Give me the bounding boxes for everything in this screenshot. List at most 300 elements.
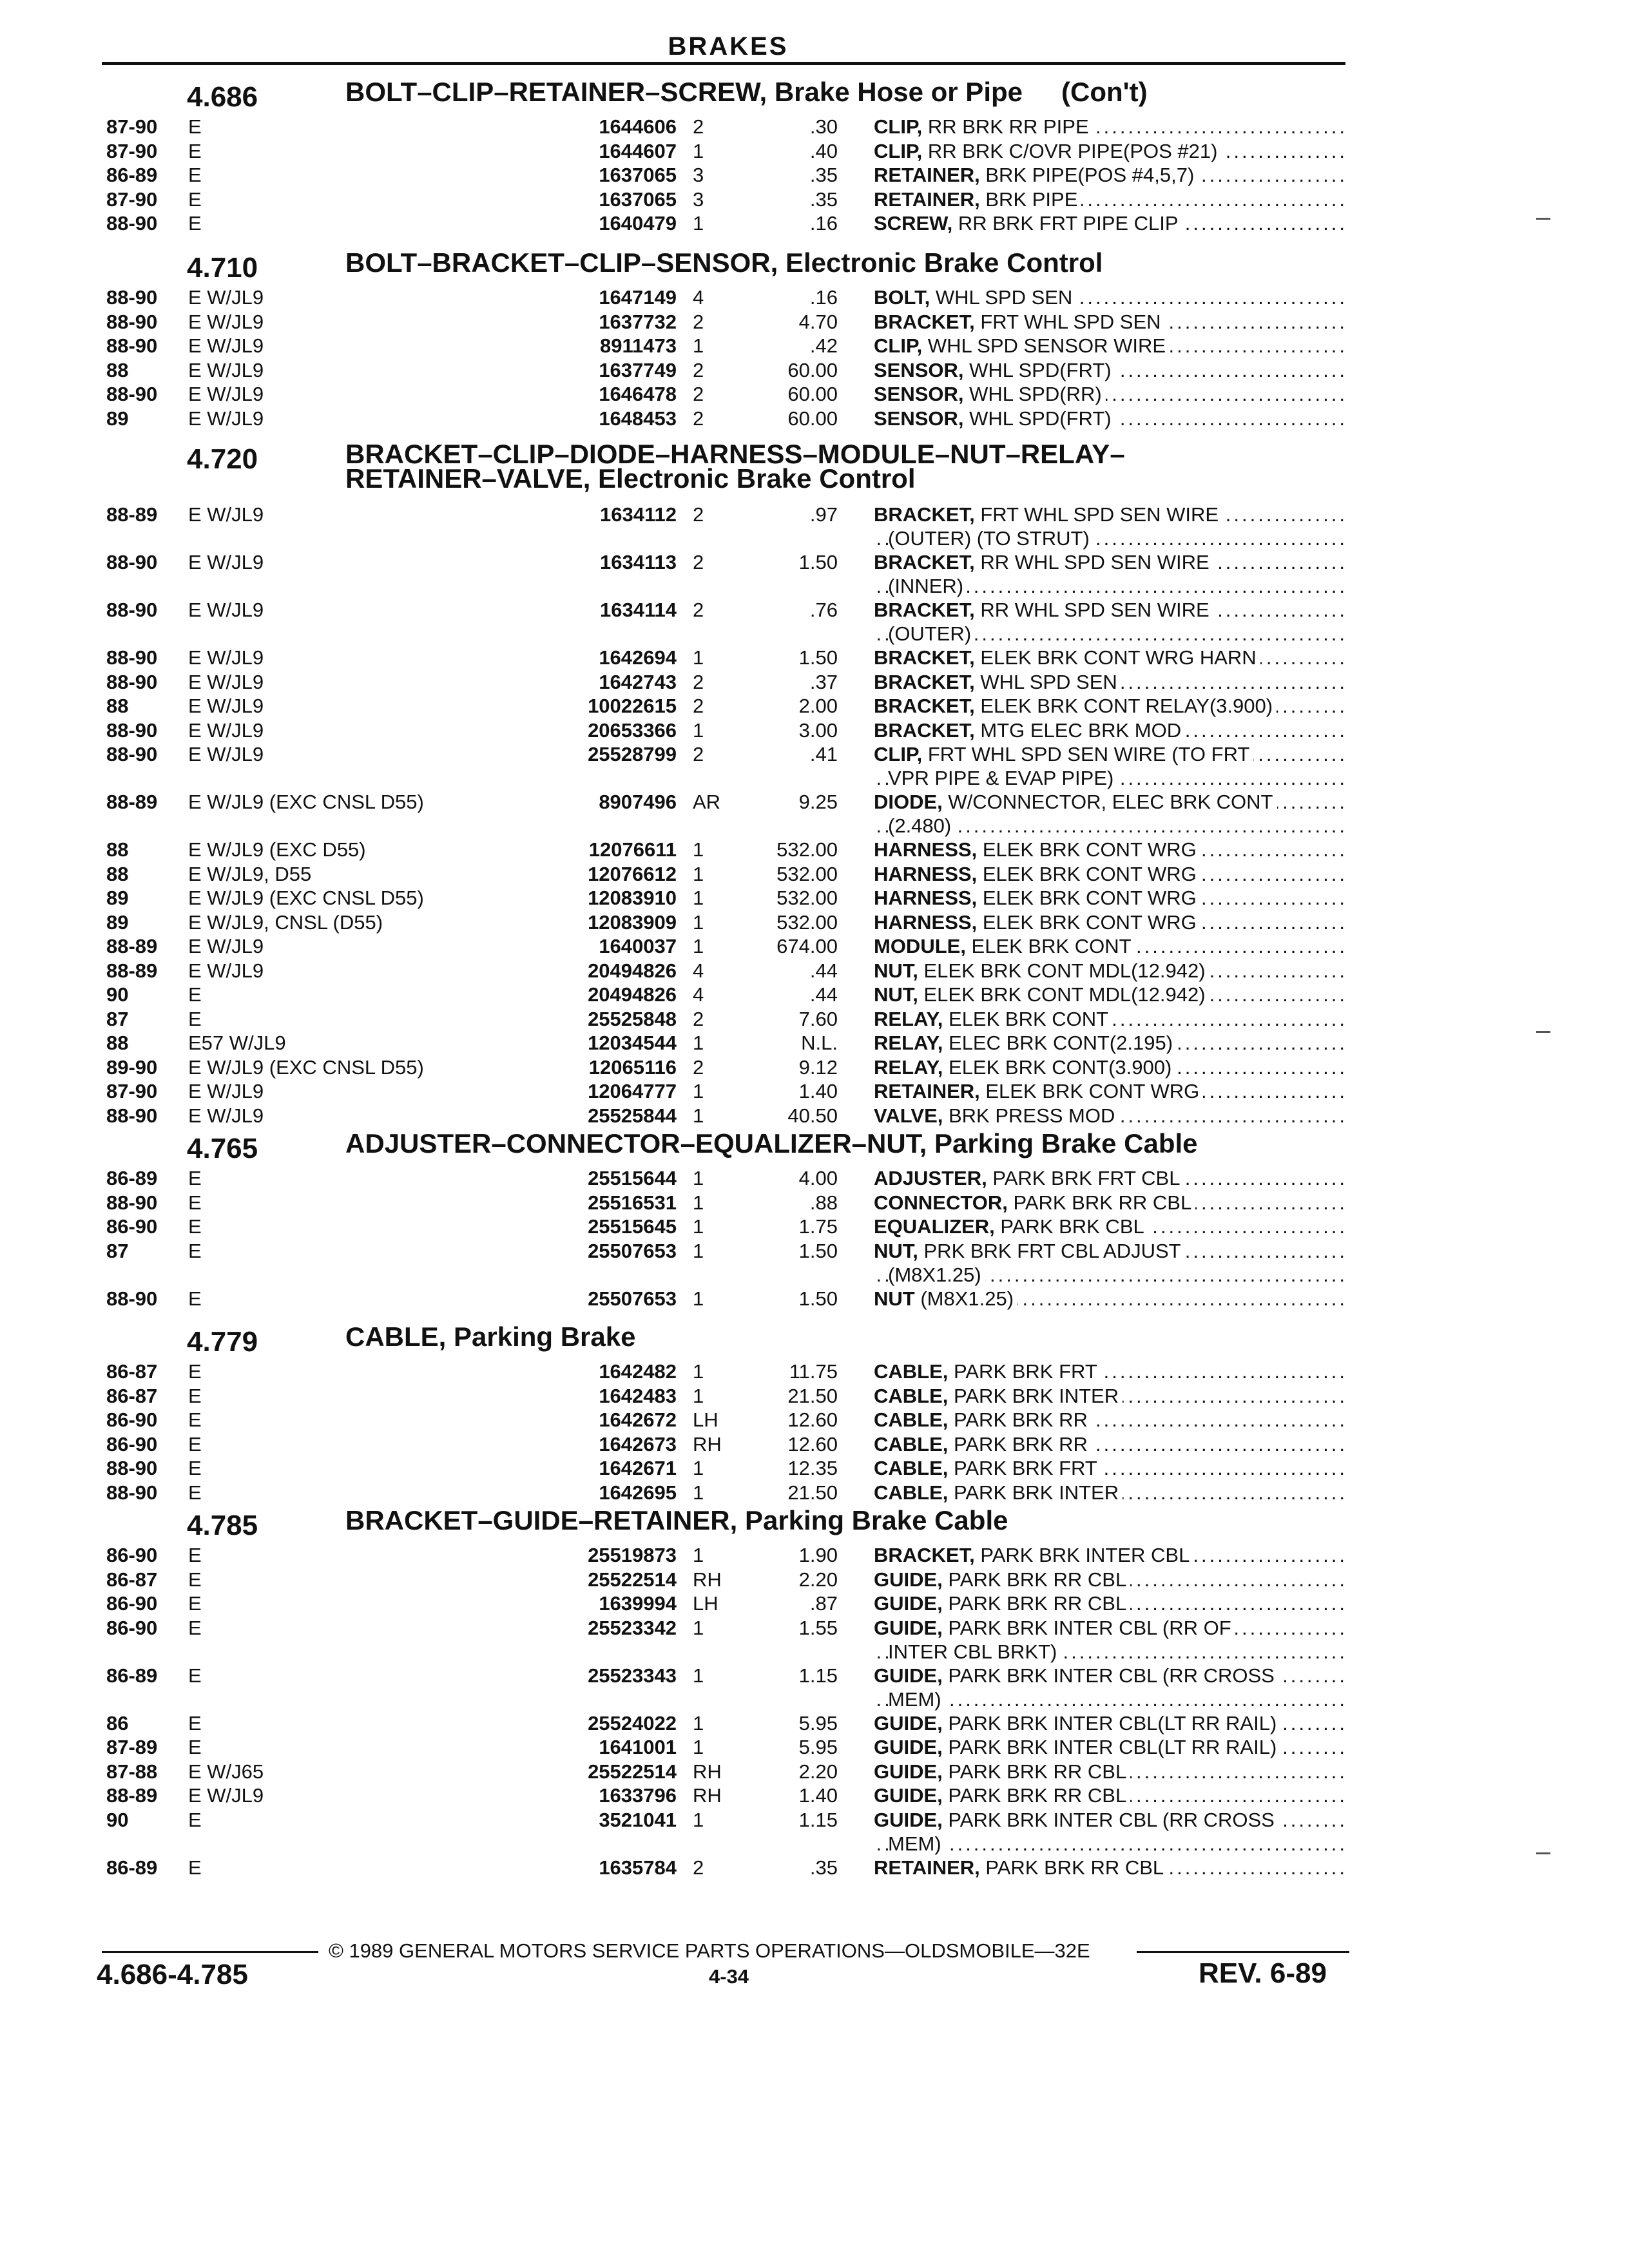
- part-row: [0, 1031, 1629, 1055]
- part-number: 25523343: [588, 1664, 677, 1687]
- application-text: E W/JL9: [188, 359, 269, 381]
- model-year: 86: [106, 1711, 129, 1735]
- model-year: 88-90: [106, 212, 158, 235]
- part-number: 1642695: [599, 1481, 677, 1504]
- description-line: [874, 1543, 1347, 1567]
- description-noun: HARNESS,: [874, 887, 978, 909]
- description-text: [874, 188, 1081, 211]
- part-number: 20494826: [588, 959, 677, 982]
- application-text: E: [188, 1809, 207, 1831]
- description-detail: BRK PIPE(POS #4,5,7): [979, 164, 1195, 186]
- description-detail: PARK BRK INTER: [948, 1481, 1119, 1504]
- quantity: 1: [693, 1457, 704, 1479]
- description-noun: BRACKET,: [874, 718, 975, 742]
- description-noun: RELAY,: [874, 1032, 943, 1054]
- price: .40: [809, 139, 838, 162]
- application-text: E W/JL9: [188, 383, 269, 405]
- quantity: RH: [693, 1760, 722, 1783]
- application-text: E: [188, 1385, 207, 1407]
- model-year: 86-89: [106, 1856, 158, 1879]
- description-line: [874, 1287, 1347, 1311]
- section-header: [0, 1321, 1629, 1360]
- model-year: 87: [106, 1239, 129, 1262]
- description-noun: CABLE,: [874, 1432, 949, 1456]
- application-text: E W/JL9: [188, 551, 269, 573]
- price: 532.00: [776, 910, 838, 934]
- quantity: 1: [693, 862, 704, 885]
- price: 4.70: [798, 310, 838, 333]
- application: [188, 1543, 536, 1567]
- part-number: 1634113: [600, 551, 677, 573]
- application: [188, 1239, 536, 1263]
- description-line: [874, 310, 1347, 334]
- description-line: [874, 646, 1347, 669]
- application-text: E W/JL9: [188, 503, 269, 526]
- description-noun: CABLE,: [874, 1457, 949, 1479]
- description-line: [874, 670, 1347, 694]
- description-noun: BOLT,: [874, 286, 930, 309]
- description-text: [874, 334, 1170, 357]
- description-detail: ELEK BRK CONT MDL(12.942): [918, 983, 1206, 1006]
- description-detail: ELEK BRK CONT WRG: [977, 910, 1197, 934]
- quantity: 4: [693, 286, 704, 309]
- description-line: [874, 1055, 1347, 1079]
- description-detail: WHL SPD(RR): [963, 383, 1102, 405]
- application: [188, 646, 536, 669]
- application: [188, 742, 536, 766]
- part-description: [874, 407, 1347, 430]
- part-number: 12076612: [588, 862, 677, 885]
- description-noun: GUIDE,: [874, 1592, 943, 1615]
- description-noun: RELAY,: [874, 1007, 943, 1030]
- application: [188, 115, 536, 139]
- model-year: 88-89: [106, 935, 158, 957]
- part-description: [874, 503, 1347, 550]
- part-description: [874, 1079, 1347, 1103]
- part-number: 12064777: [588, 1080, 677, 1102]
- description-detail: RR WHL SPD SEN WIRE: [974, 599, 1210, 621]
- part-number: 25522514: [588, 1760, 677, 1783]
- model-year: 88-90: [106, 1457, 158, 1479]
- price: 532.00: [776, 887, 838, 909]
- part-row: [0, 838, 1629, 862]
- description-noun: EQUALIZER,: [874, 1215, 995, 1238]
- description-noun: GUIDE,: [874, 1664, 943, 1687]
- price: .97: [809, 503, 838, 526]
- price: 2.20: [798, 1760, 838, 1783]
- price: .16: [809, 212, 838, 235]
- part-description: [874, 959, 1347, 983]
- part-description: [874, 1239, 1347, 1287]
- part-description: [874, 1408, 1347, 1432]
- description-detail: PARK BRK CBL: [994, 1215, 1144, 1238]
- description-detail: PARK BRK INTER: [948, 1384, 1119, 1407]
- part-row: [0, 1783, 1629, 1808]
- description-text: [874, 838, 1200, 861]
- part-description: [874, 211, 1347, 235]
- part-row: [0, 187, 1629, 212]
- quantity: 2: [693, 1856, 704, 1879]
- footer-rule-right: [1137, 1951, 1349, 1953]
- description-text: [874, 1760, 1130, 1783]
- model-year: 88-90: [106, 310, 158, 333]
- description-text: [888, 1640, 1061, 1663]
- part-number: 1648453: [599, 407, 677, 430]
- part-description: [874, 1783, 1347, 1807]
- description-text: [874, 1287, 1017, 1310]
- description-text: [874, 407, 1115, 430]
- section-header: [0, 76, 1629, 115]
- description-noun: CABLE,: [874, 1384, 949, 1407]
- part-number: 12076611: [588, 838, 677, 861]
- description-noun: GUIDE,: [874, 1808, 943, 1831]
- description-detail: RR WHL SPD SEN WIRE: [974, 551, 1210, 573]
- section-number: 4.765: [187, 1133, 258, 1164]
- description-noun: RETAINER,: [874, 1856, 980, 1879]
- part-description: [874, 718, 1347, 742]
- application: [188, 407, 536, 430]
- application-text: E: [188, 1664, 207, 1687]
- application-text: E: [188, 1617, 207, 1639]
- description-text: [874, 503, 1222, 526]
- part-description: [874, 1360, 1347, 1383]
- description-line: [874, 1832, 1347, 1856]
- description-text: [874, 1712, 1280, 1735]
- section-title-text: BOLT–BRACKET–CLIP–SENSOR, Electronic Brake Control: [345, 247, 1103, 278]
- description-line: [874, 1591, 1347, 1615]
- part-row: [0, 1808, 1629, 1856]
- part-number: 12065116: [588, 1055, 677, 1079]
- application: [188, 1481, 536, 1504]
- part-description: [874, 1543, 1347, 1567]
- description-detail: ELEK BRK CONT WRG: [977, 862, 1197, 885]
- description-detail: ELEK BRK CONT WRG HARN: [974, 646, 1257, 669]
- footer-revision: REV. 6-89: [1199, 1957, 1327, 1989]
- description-line: [874, 407, 1347, 430]
- part-row: [0, 407, 1629, 431]
- part-description: [874, 790, 1347, 838]
- part-row: [0, 694, 1629, 718]
- description-noun: RETAINER,: [874, 1080, 980, 1102]
- description-text: [874, 887, 1200, 909]
- description-detail: (M8X1.25): [888, 1263, 981, 1286]
- parts-section: [0, 1504, 1629, 1879]
- application-text: E W/JL9: [188, 719, 269, 742]
- part-number: 25522514: [588, 1568, 677, 1591]
- description-text: [874, 1481, 1123, 1504]
- description-noun: SENSOR,: [874, 358, 964, 381]
- part-description: [874, 598, 1347, 646]
- part-number: 25528799: [588, 743, 677, 765]
- description-text: [874, 911, 1200, 934]
- description-text: [874, 1433, 1092, 1456]
- footer-section-range: 4.686-4.785: [97, 1959, 248, 1990]
- section-number: 4.686: [187, 81, 258, 113]
- description-detail: W/CONNECTOR, ELEC BRK CONT: [942, 791, 1273, 813]
- part-description: [874, 550, 1347, 598]
- part-number: 1640037: [599, 935, 677, 957]
- application: [188, 983, 536, 1006]
- description-noun: SENSOR,: [874, 383, 964, 405]
- model-year: 89-90: [106, 1055, 158, 1079]
- price: 1.90: [798, 1544, 838, 1566]
- description-text: [874, 935, 1135, 957]
- description-text: [874, 743, 1253, 765]
- description-text: [888, 1688, 945, 1711]
- part-row: [0, 1007, 1629, 1032]
- section-title-text: BRACKET–GUIDE–RETAINER, Parking Brake Cable: [345, 1505, 1008, 1535]
- description-text: [888, 767, 1117, 789]
- description-noun: CLIP,: [874, 743, 923, 765]
- description-line: [874, 1360, 1347, 1383]
- section-number: 4.720: [187, 443, 258, 475]
- description-line: [874, 1735, 1347, 1759]
- description-line: [874, 1856, 1347, 1879]
- description-detail: BRK PIPE: [979, 187, 1078, 211]
- application-text: E: [188, 1592, 207, 1615]
- part-number: 1637065: [599, 187, 677, 211]
- application-text: E W/JL9: [188, 311, 269, 333]
- part-number: 25524022: [588, 1711, 677, 1735]
- application: [188, 934, 536, 958]
- part-row: [0, 310, 1629, 334]
- application: [188, 187, 536, 211]
- description-noun: BRACKET,: [874, 670, 975, 693]
- application-text: E W/JL9: [188, 407, 269, 430]
- application-text: E: [188, 1736, 207, 1758]
- model-year: 88-89: [106, 791, 158, 813]
- price: .16: [809, 286, 838, 309]
- part-row: [0, 1735, 1629, 1760]
- section-title-text: BRACKET–CLIP–DIODE–HARNESS–MODULE–NUT–RELAY–: [345, 439, 1125, 469]
- description-line: [874, 718, 1347, 742]
- description-detail: PARK BRK INTER CBL (RR OF: [942, 1616, 1231, 1639]
- quantity: 2: [693, 503, 704, 526]
- description-line: [874, 1104, 1347, 1128]
- model-year: 86-89: [106, 1664, 158, 1687]
- description-line: [874, 1568, 1347, 1591]
- part-row: [0, 285, 1629, 310]
- price: 1.55: [798, 1616, 838, 1639]
- application: [188, 503, 536, 526]
- model-year: 88: [106, 862, 129, 885]
- price: 9.25: [798, 791, 838, 813]
- price: 1.50: [798, 1239, 838, 1262]
- quantity: 2: [693, 1055, 704, 1079]
- description-text: [874, 115, 1093, 138]
- application: [188, 1408, 536, 1432]
- description-detail: MTG ELEC BRK MOD: [974, 718, 1182, 742]
- part-description: [874, 1166, 1347, 1190]
- quantity: 1: [693, 1711, 704, 1735]
- application-text: E: [188, 1457, 207, 1479]
- quantity: 1: [693, 139, 704, 162]
- description-line: [874, 285, 1347, 309]
- part-description: [874, 934, 1347, 958]
- description-line: [874, 983, 1347, 1006]
- application: [188, 163, 536, 187]
- model-year: 88-90: [106, 718, 158, 742]
- quantity: 2: [693, 358, 704, 381]
- part-row: [0, 1543, 1629, 1568]
- quantity: 2: [693, 1007, 704, 1030]
- description-text: [874, 599, 1213, 621]
- price: 1.50: [798, 551, 838, 573]
- part-description: [874, 285, 1347, 309]
- description-text: [874, 140, 1221, 162]
- part-row: [0, 886, 1629, 910]
- quantity: 1: [693, 1239, 704, 1262]
- description-detail: PARK BRK INTER CBL(LT RR RAIL): [942, 1711, 1277, 1735]
- model-year: 87-90: [106, 187, 158, 211]
- part-description: [874, 1568, 1347, 1591]
- description-text: [874, 1809, 1278, 1831]
- description-text: [874, 1191, 1195, 1214]
- description-detail: RR BRK RR PIPE: [922, 115, 1089, 138]
- description-line: [874, 574, 1347, 598]
- description-detail: BRK PRESS MOD: [943, 1104, 1115, 1127]
- quantity: 2: [693, 551, 704, 573]
- application-text: E W/JL9: [188, 1784, 269, 1807]
- description-noun: GUIDE,: [874, 1711, 943, 1735]
- quantity: 2: [693, 743, 704, 765]
- description-noun: NUT: [874, 1287, 915, 1310]
- part-number: 20653366: [588, 718, 677, 742]
- model-year: 87-89: [106, 1736, 158, 1758]
- part-number: 1634112: [600, 503, 677, 526]
- description-text: [874, 1856, 1168, 1879]
- description-line: [874, 1408, 1347, 1432]
- description-detail: PARK BRK RR: [948, 1408, 1088, 1431]
- description-text: [874, 719, 1185, 742]
- model-year: 88-90: [106, 334, 158, 357]
- section-number: 4.785: [187, 1510, 258, 1541]
- price: .87: [809, 1592, 838, 1615]
- description-noun: GUIDE,: [874, 1784, 943, 1807]
- part-row: [0, 1191, 1629, 1215]
- quantity: 1: [693, 935, 704, 957]
- description-text: [874, 1617, 1235, 1639]
- description-line: [874, 550, 1347, 574]
- part-number: 1640479: [599, 212, 677, 235]
- part-description: [874, 187, 1347, 211]
- application-text: E W/JL9 (EXC CNSL D55): [188, 887, 429, 909]
- part-row: [0, 790, 1629, 838]
- price: 12.35: [787, 1457, 838, 1479]
- description-line: [874, 115, 1347, 139]
- margin-tick: [1536, 1031, 1550, 1033]
- description-detail: PARK BRK RR CBL: [979, 1856, 1164, 1879]
- application: [188, 910, 536, 934]
- part-number: 1644607: [599, 139, 677, 162]
- application-text: E W/JL9, D55: [188, 863, 316, 885]
- description-detail: WHL SPD SENSOR WIRE: [922, 334, 1166, 357]
- description-text: [888, 622, 975, 645]
- quantity: 4: [693, 983, 704, 1006]
- description-noun: CLIP,: [874, 334, 923, 357]
- part-number: 1644606: [599, 115, 677, 138]
- description-detail: VPR PIPE & EVAP PIPE): [888, 767, 1114, 789]
- description-detail: (INNER): [888, 575, 964, 597]
- description-noun: BRACKET,: [874, 503, 975, 526]
- part-row: [0, 1055, 1629, 1080]
- description-line: [874, 910, 1347, 934]
- part-number: 10022615: [588, 695, 677, 717]
- model-year: 88-90: [106, 670, 158, 693]
- application-text: E W/J65: [188, 1760, 269, 1783]
- description-detail: ELEK BRK CONT WRG: [979, 1080, 1200, 1102]
- description-noun: NUT,: [874, 1239, 918, 1262]
- part-description: [874, 646, 1347, 669]
- part-description: [874, 838, 1347, 861]
- quantity: 1: [693, 1616, 704, 1639]
- description-line: [874, 838, 1347, 861]
- part-row: [0, 1432, 1629, 1457]
- part-row: [0, 550, 1629, 598]
- price: .37: [809, 670, 838, 693]
- part-row: [0, 1239, 1629, 1287]
- quantity: 1: [693, 1736, 704, 1758]
- price: .30: [809, 115, 838, 138]
- description-line: [874, 694, 1347, 718]
- section-title-line2: RETAINER–VALVE, Electronic Brake Control: [345, 463, 916, 494]
- description-detail: (OUTER) (TO STRUT): [888, 527, 1090, 550]
- description-text: [874, 695, 1277, 717]
- description-text: [874, 1215, 1148, 1238]
- description-text: [874, 1385, 1123, 1407]
- parts-section: [0, 76, 1629, 236]
- price: 532.00: [776, 838, 838, 861]
- price: 2.20: [798, 1568, 838, 1591]
- quantity: 2: [693, 670, 704, 693]
- description-detail: PARK BRK RR CBL: [942, 1760, 1127, 1783]
- description-text: [874, 1592, 1130, 1615]
- application: [188, 334, 536, 358]
- quantity: 3: [693, 187, 704, 211]
- description-text: [874, 1544, 1193, 1566]
- description-detail: FRT WHL SPD SEN: [974, 310, 1161, 333]
- application-text: E W/JL9: [188, 599, 269, 621]
- part-number: 1642671: [599, 1457, 677, 1479]
- part-number: 12034544: [588, 1032, 677, 1054]
- description-line: [874, 1481, 1347, 1504]
- margin-tick: [1536, 218, 1550, 220]
- description-detail: WHL SPD SEN: [930, 286, 1073, 309]
- application-text: E: [188, 140, 207, 162]
- application: [188, 862, 536, 886]
- quantity: 1: [693, 1080, 704, 1102]
- section-number: 4.710: [187, 252, 258, 284]
- description-noun: RETAINER,: [874, 187, 980, 211]
- quantity: 1: [693, 334, 704, 357]
- description-detail: ELEK BRK CONT: [943, 1007, 1109, 1030]
- description-detail: FRT WHL SPD SEN WIRE: [974, 503, 1219, 526]
- description-text: [874, 1167, 1184, 1189]
- application-text: E: [188, 115, 207, 138]
- application-text: E: [188, 188, 207, 211]
- description-noun: BRACKET,: [874, 310, 975, 333]
- footer-copyright: © 1989 GENERAL MOTORS SERVICE PARTS OPERATIONS—OLDSMOBILE—32E: [329, 1939, 1090, 1962]
- part-description: [874, 1760, 1347, 1783]
- part-row: [0, 1360, 1629, 1384]
- description-noun: CABLE,: [874, 1408, 949, 1431]
- model-year: 86-87: [106, 1568, 158, 1591]
- description-text: [874, 791, 1277, 813]
- part-row: [0, 983, 1629, 1007]
- description-line: [874, 742, 1347, 766]
- part-row: [0, 211, 1629, 236]
- application: [188, 1616, 536, 1640]
